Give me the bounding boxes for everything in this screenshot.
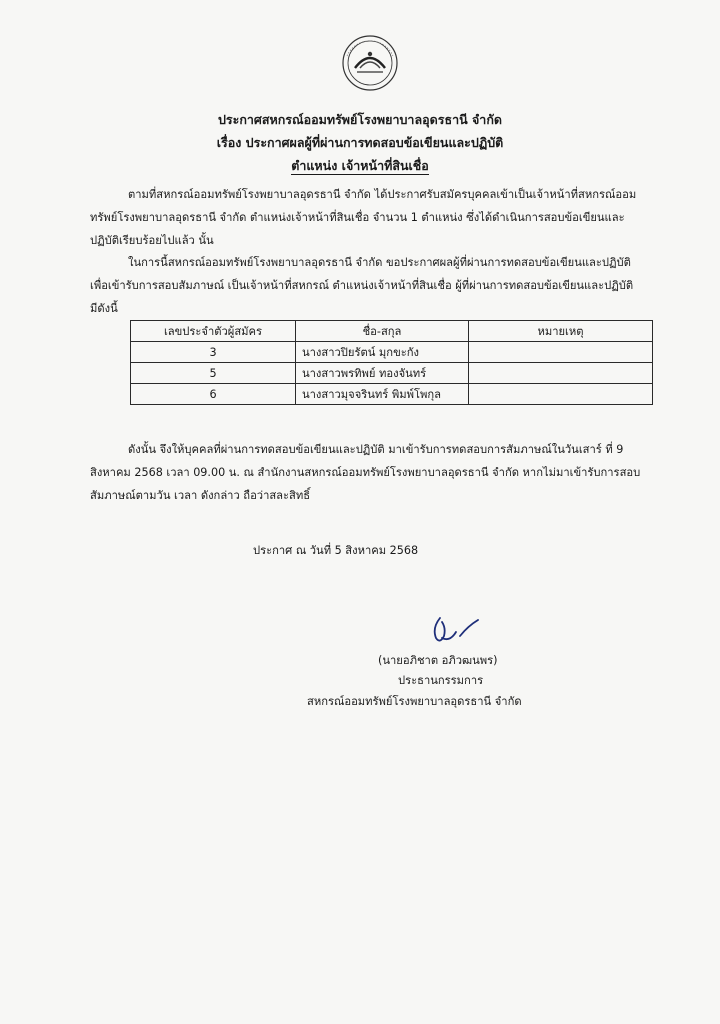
paragraph-background xyxy=(90,183,660,252)
paragraph-interview-notice xyxy=(90,438,660,507)
paragraph-line: เพื่อเข้ารับการสอบสัมภาษณ์ เป็นเจ้าหน้าที่สหกรณ์ ตำแหน่งเจ้าหน้าที่สินเชื่อ ผู้ที่ผ่านการทดสอบข้อเขียนและปฏิบัติ xyxy=(90,279,634,292)
announcement-title: ประกาศสหกรณ์ออมทรัพย์โรงพยาบาลอุดรธานี จำกัด xyxy=(217,112,503,127)
remarks-cell xyxy=(469,342,653,363)
table-row xyxy=(131,342,653,363)
column-header-full-name: ชื่อ-สกุล xyxy=(296,321,469,342)
signer-position: ประธานกรรมการ xyxy=(398,674,484,687)
signer-name: (นายอภิชาต อภิวฒนพร) xyxy=(378,654,498,667)
applicant-number-cell: 3 xyxy=(131,342,296,363)
paragraph-line: ปฏิบัติเรียบร้อยไปแล้ว นั้น xyxy=(90,234,214,247)
paragraph-line: ดังนั้น จึงให้บุคคลที่ผ่านการทดสอบข้อเขียนและปฏิบัติ มาเข้ารับการทดสอบการสัมภาษณ์ในวันเสาร์ ที่ 9 xyxy=(128,443,624,456)
remarks-cell xyxy=(469,363,653,384)
table-row xyxy=(131,363,653,384)
table-row xyxy=(131,384,653,405)
paragraph-line: สัมภาษณ์ตามวัน เวลา ดังกล่าว ถือว่าสละสิทธิ์ xyxy=(90,489,311,502)
cooperative-logo-emblem xyxy=(333,34,407,92)
paragraph-line: ในการนี้สหกรณ์ออมทรัพย์โรงพยาบาลอุดรธานี จำกัด ขอประกาศผลผู้ที่ผ่านการทดสอบข้อเขียนและปฏิบัติ xyxy=(128,256,631,269)
column-header-remarks: หมายเหตุ xyxy=(469,321,653,342)
paragraph-line: ตามที่สหกรณ์ออมทรัพย์โรงพยาบาลอุดรธานี จำกัด ได้ประกาศรับสมัครบุคคลเข้าเป็นเจ้าหน้าที่สหกรณ์ออม xyxy=(128,188,637,201)
paragraph-line: มีดังนี้ xyxy=(90,302,118,315)
organization-name: สหกรณ์ออมทรัพย์โรงพยาบาลอุดรธานี จำกัด xyxy=(307,695,522,708)
announcement-date: ประกาศ ณ วันที่ 5 สิงหาคม 2568 xyxy=(253,544,419,557)
candidates-table xyxy=(130,320,653,405)
position-title-text: ตำแหน่ง เจ้าหน้าที่สินเชื่อ xyxy=(291,158,429,173)
applicant-number-cell: 6 xyxy=(131,384,296,405)
full-name-cell: นางสาวพรทิพย์ ทองจันทร์ xyxy=(296,363,469,384)
paragraph-announcement xyxy=(90,251,660,320)
column-header-applicant-number: เลขประจำตัวผู้สมัคร xyxy=(131,321,296,342)
announcement-subject: เรื่อง ประกาศผลผู้ที่ผ่านการทดสอบข้อเขียนและปฏิบัติ xyxy=(216,135,504,150)
paragraph-line: สิงหาคม 2568 เวลา 09.00 น. ณ สำนักงานสหกรณ์ออมทรัพย์โรงพยาบาลอุดรธานี จำกัด หากไม่มาเข้ารับการสอบ xyxy=(90,466,641,479)
remarks-cell xyxy=(469,384,653,405)
applicant-number-cell: 5 xyxy=(131,363,296,384)
full-name-cell: นางสาวปิยรัตน์ มุกขะกัง xyxy=(296,342,469,363)
handwritten-signature xyxy=(426,612,486,646)
position-title xyxy=(0,156,720,176)
full-name-cell: นางสาวมุจจรินทร์ พิมพ์โพกุล xyxy=(296,384,469,405)
table-header-row xyxy=(131,321,653,342)
paragraph-line: ทรัพย์โรงพยาบาลอุดรธานี จำกัด ตำแหน่งเจ้าหน้าที่สินเชื่อ จำนวน 1 ตำแหน่ง ซึ่งได้ดำเนินการสอบข้อเขียนและ xyxy=(90,211,625,224)
